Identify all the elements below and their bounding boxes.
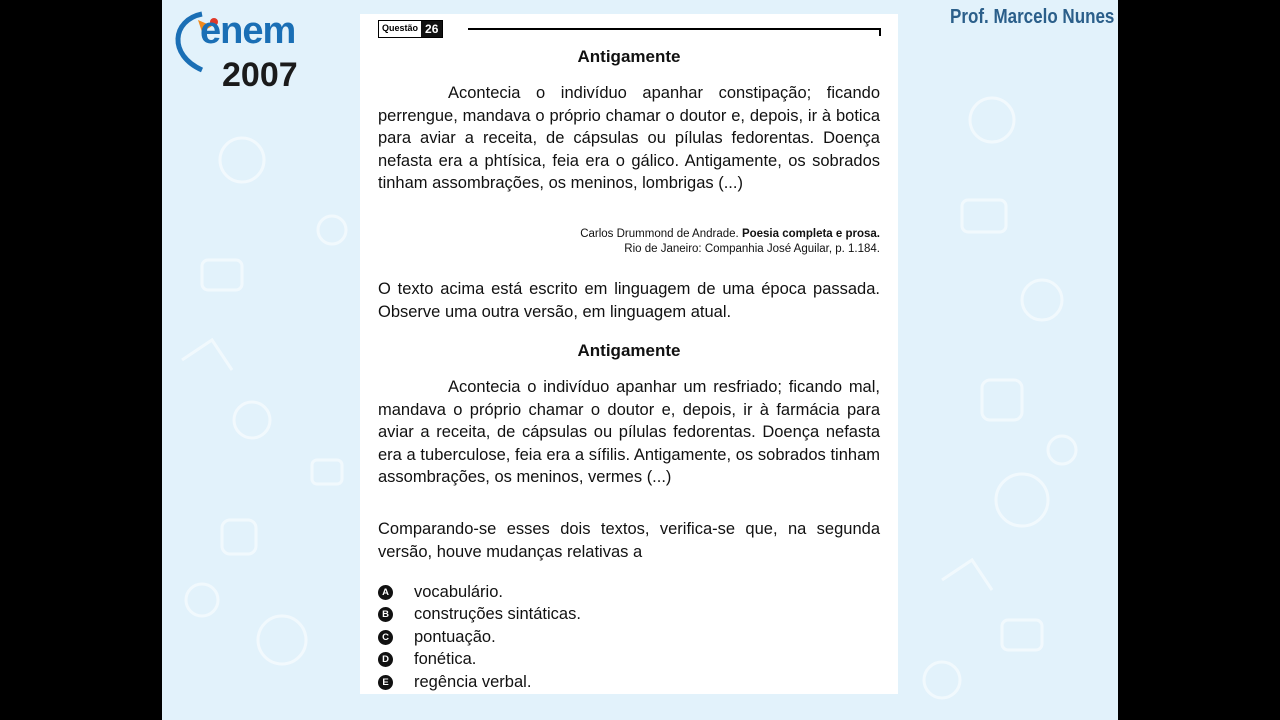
option-e-text: regência verbal.: [414, 672, 532, 691]
option-d[interactable]: [378, 649, 880, 672]
option-b[interactable]: [378, 604, 880, 627]
answer-options: [378, 581, 880, 694]
question-header: [378, 20, 881, 40]
option-a-letter: A: [378, 585, 393, 600]
option-a[interactable]: [378, 581, 880, 604]
citation-author: Carlos Drummond de Andrade.: [580, 228, 739, 240]
option-a-text: vocabulário.: [414, 582, 503, 601]
option-c-text: pontuação.: [414, 627, 496, 646]
option-e[interactable]: [378, 671, 880, 694]
option-c-letter: C: [378, 630, 393, 645]
intro-text: O texto acima está escrito em linguagem de uma época passada. Observe uma outra versão, em linguagem atual.: [378, 280, 880, 321]
option-b-letter: B: [378, 607, 393, 622]
citation-work: Poesia completa e prosa.: [741, 228, 880, 240]
logo-word: enem: [200, 10, 296, 52]
question-prompt: Comparando-se esses dois textos, verifica-se que, na segunda versão, houve mudanças relativas a: [378, 520, 880, 561]
option-d-text: fonética.: [414, 650, 477, 669]
text2-title: Antigamente: [577, 341, 681, 360]
citation-publisher: Rio de Janeiro: Companhia José Aguilar, p. 1.184.: [624, 243, 880, 255]
logo-year: 2007: [222, 56, 298, 94]
question-badge: [378, 20, 443, 38]
option-e-letter: E: [378, 675, 393, 690]
author-name: Prof. Marcelo Nunes: [949, 6, 1114, 28]
slide: [162, 0, 1118, 720]
option-d-letter: D: [378, 652, 393, 667]
question-label: Questão: [379, 21, 421, 37]
header-rule-tick: [879, 28, 881, 36]
option-b-text: construções sintáticas.: [414, 605, 581, 624]
text1-title: Antigamente: [577, 47, 681, 66]
text1-body: Acontecia o indivíduo apanhar constipação; ficando perrengue, mandava o próprio chamar o doutor e, depois, ir à botica para aviar a receita, de cápsulas ou pílulas fedorentas. Doença nefasta era a phtísica, feia era o gálico. Antigamente, os sobrados tinham assombrações, os meninos, lombrigas (...): [378, 84, 880, 192]
enem-logo: [162, 0, 332, 100]
header-rule: [468, 28, 881, 30]
option-c[interactable]: [378, 626, 880, 649]
question-page: [360, 14, 898, 694]
question-number: 26: [421, 21, 442, 37]
citation: [378, 227, 880, 257]
text2-body: Acontecia o indivíduo apanhar um resfriado; ficando mal, mandava o próprio chamar o doutor e, depois, ir à farmácia para aviar a receita, de cápsulas ou pílulas fedorentas. Doença nefasta era a tuberculose, feia era a sífilis. Antigamente, os sobrados tinham assombrações, os meninos, vermes (...): [378, 378, 880, 486]
